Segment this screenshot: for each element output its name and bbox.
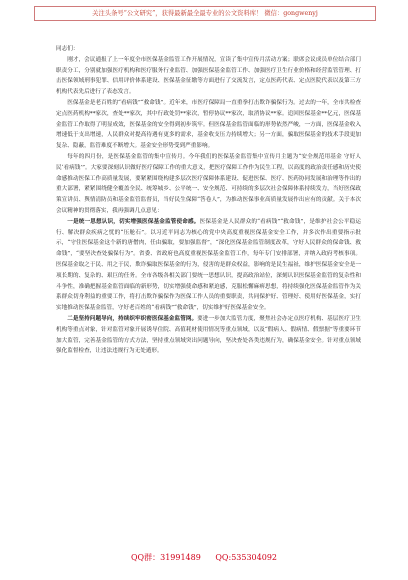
paragraph-text: 医保基金是老百姓的“看病钱”“救命钱”。近年来，市医疗保障局一直重拳打击欺诈骗保行为。过去的一年，全市共检查定点医药机构**家次，查处**家次，其中行政处罚**家次，暂停协议**家次，取消协议**家。追回医保基金**亿元，医保基金监管工作取得了明显成效，医保基金的安全得到初步筑牢。但医保基金监管面临的形势依然严峻，一方面，医保基金收入增速低于支出增速，人民群众对提高待遇有更多的需求，基金收支压力持续增大；另一方面，骗取医保基金的技术手段更加复杂、隐蔽，监管难度不断增大。基金安全形势受到严重影响。 xyxy=(56,99,361,150)
paragraph-lead: 一是统一思想认识，切实增强医保基金监管使命感。 xyxy=(67,218,200,225)
document-body xyxy=(56,44,361,357)
paragraph-lead: 二是坚持问题导向，持续织牢织密医保基金监管网。 xyxy=(67,315,198,322)
paragraph xyxy=(56,152,361,217)
paragraph xyxy=(56,55,361,98)
greeting: 同志们： xyxy=(56,46,79,52)
footer-qq-number: QQ:535304092 xyxy=(215,553,277,562)
paragraph xyxy=(56,314,361,357)
paragraph-text: 要进一步加大监管力度，聚焦社会办定点医疗机构、基层医疗卫生机构等重点对象，针对监管对象开展诱导住院、高值耗材使用情况等重点领域，以及“假病人、假病情、假票据”等重要环节加大监管，完善基金监管的方式方法，坚持重点领域突出问题导向，坚决查处各类违规行为，确保基金安全。针对重点领域强化监督检查，让违法违规行为无处遁形。 xyxy=(56,315,361,355)
footer-qq-group: QQ群：31991489 xyxy=(130,553,201,562)
paragraph-text: 刚才，会议通报了上一年度全市医保基金监管工作开展情况，宣读了集中宣传月活动方案；联席会议成员单位结合部门职责分工，分别就加强医疗机构和医疗服务行业监管、加强医保基金监管工作、加强医疗卫生行业价格和经营监管管理、打击医保领域刑事犯罪、信用评价体系建设、医保基金征缴等方面进行了交流发言，定点医药代表、定点医院代表以及第三方机构代表先后进行了表态发言。 xyxy=(56,56,361,96)
paragraph xyxy=(56,217,361,314)
paragraph xyxy=(56,98,361,152)
paragraph-text: 每年的四月份，是医保基金监管的集中宣传月。今年我们的医保基金监管集中宣传月主题为“安全规范用基金 守好人民‘看病钱’”。大家要深刻认识做好医疗保障工作的重大意义，把医疗保障工作作为民生工程，以高度的政治责任感和历史使命感推动医保工作高质量发展，要紧紧围绕构建多层次医疗保障体系建设、促进医保、医疗、医药协同发展和治理等作出的重大部署，紧紧围绕健全覆盖全民、统筹城乡、公平统一、安全规范、可持续的多层次社会保障体系持续发力，当好医保政策宣讲员、舆情清防员和基金监管监督员，当好民生保障“答卷人”，为推动医保事业高质量发展作出应有的贡献。关于本次会议精神的贯彻落实，我再强调几点意见： xyxy=(56,153,361,214)
banner-text: 关注头条号“公文研究”，获得最新最全最专业的公文资料库！ 微信：gongwenyj xyxy=(92,10,318,17)
footer xyxy=(0,552,408,563)
top-banner xyxy=(34,6,376,21)
paragraph-text: 医保基金是人民群众的“看病钱”“救命钱”，是维护社会公平稳运行、解决群众疾病之忧的“压舱石”。以习近平同志为核心的党中央高度重视医保基金安全工作，并多次作出重要指示批示，“守住医保基金这个新的唐僧肉，任由骗取，要加强监督”，“深化医保基金监管制度改革，守好人民群众的保命钱、救命钱”，“要坚决查处骗保行为”。省委、省政府也高度重视医保基金监管工作，每年专门安排部署，并纳入政府考核事项。医保基金取之于民、用之于民，欺诈骗取医保基金的行为，侵害的是群众权益，影响的是民生福祉，维护医保基金安全是一项长期的、复杂的、艰巨的任务。全市各级各相关部门要统一思想认识，提高政治站位，深刻认识医保基金监管的复杂性和斗争性，准确把握基金监管面临的新形势，切实增强使命感和紧迫感，克服松懈麻痹思想，将持续强化医保基金监管作为关系群众切身利益的重要工作，将打击欺诈骗保作为医保工作人员的重要职责，共同保护好、管理好、使用好医保基金，实打实地推动医保基金监管，守好老百姓的“看病钱”“救命钱”，切实维护好医保基金安全。 xyxy=(56,218,361,312)
paragraph-list xyxy=(56,55,361,357)
